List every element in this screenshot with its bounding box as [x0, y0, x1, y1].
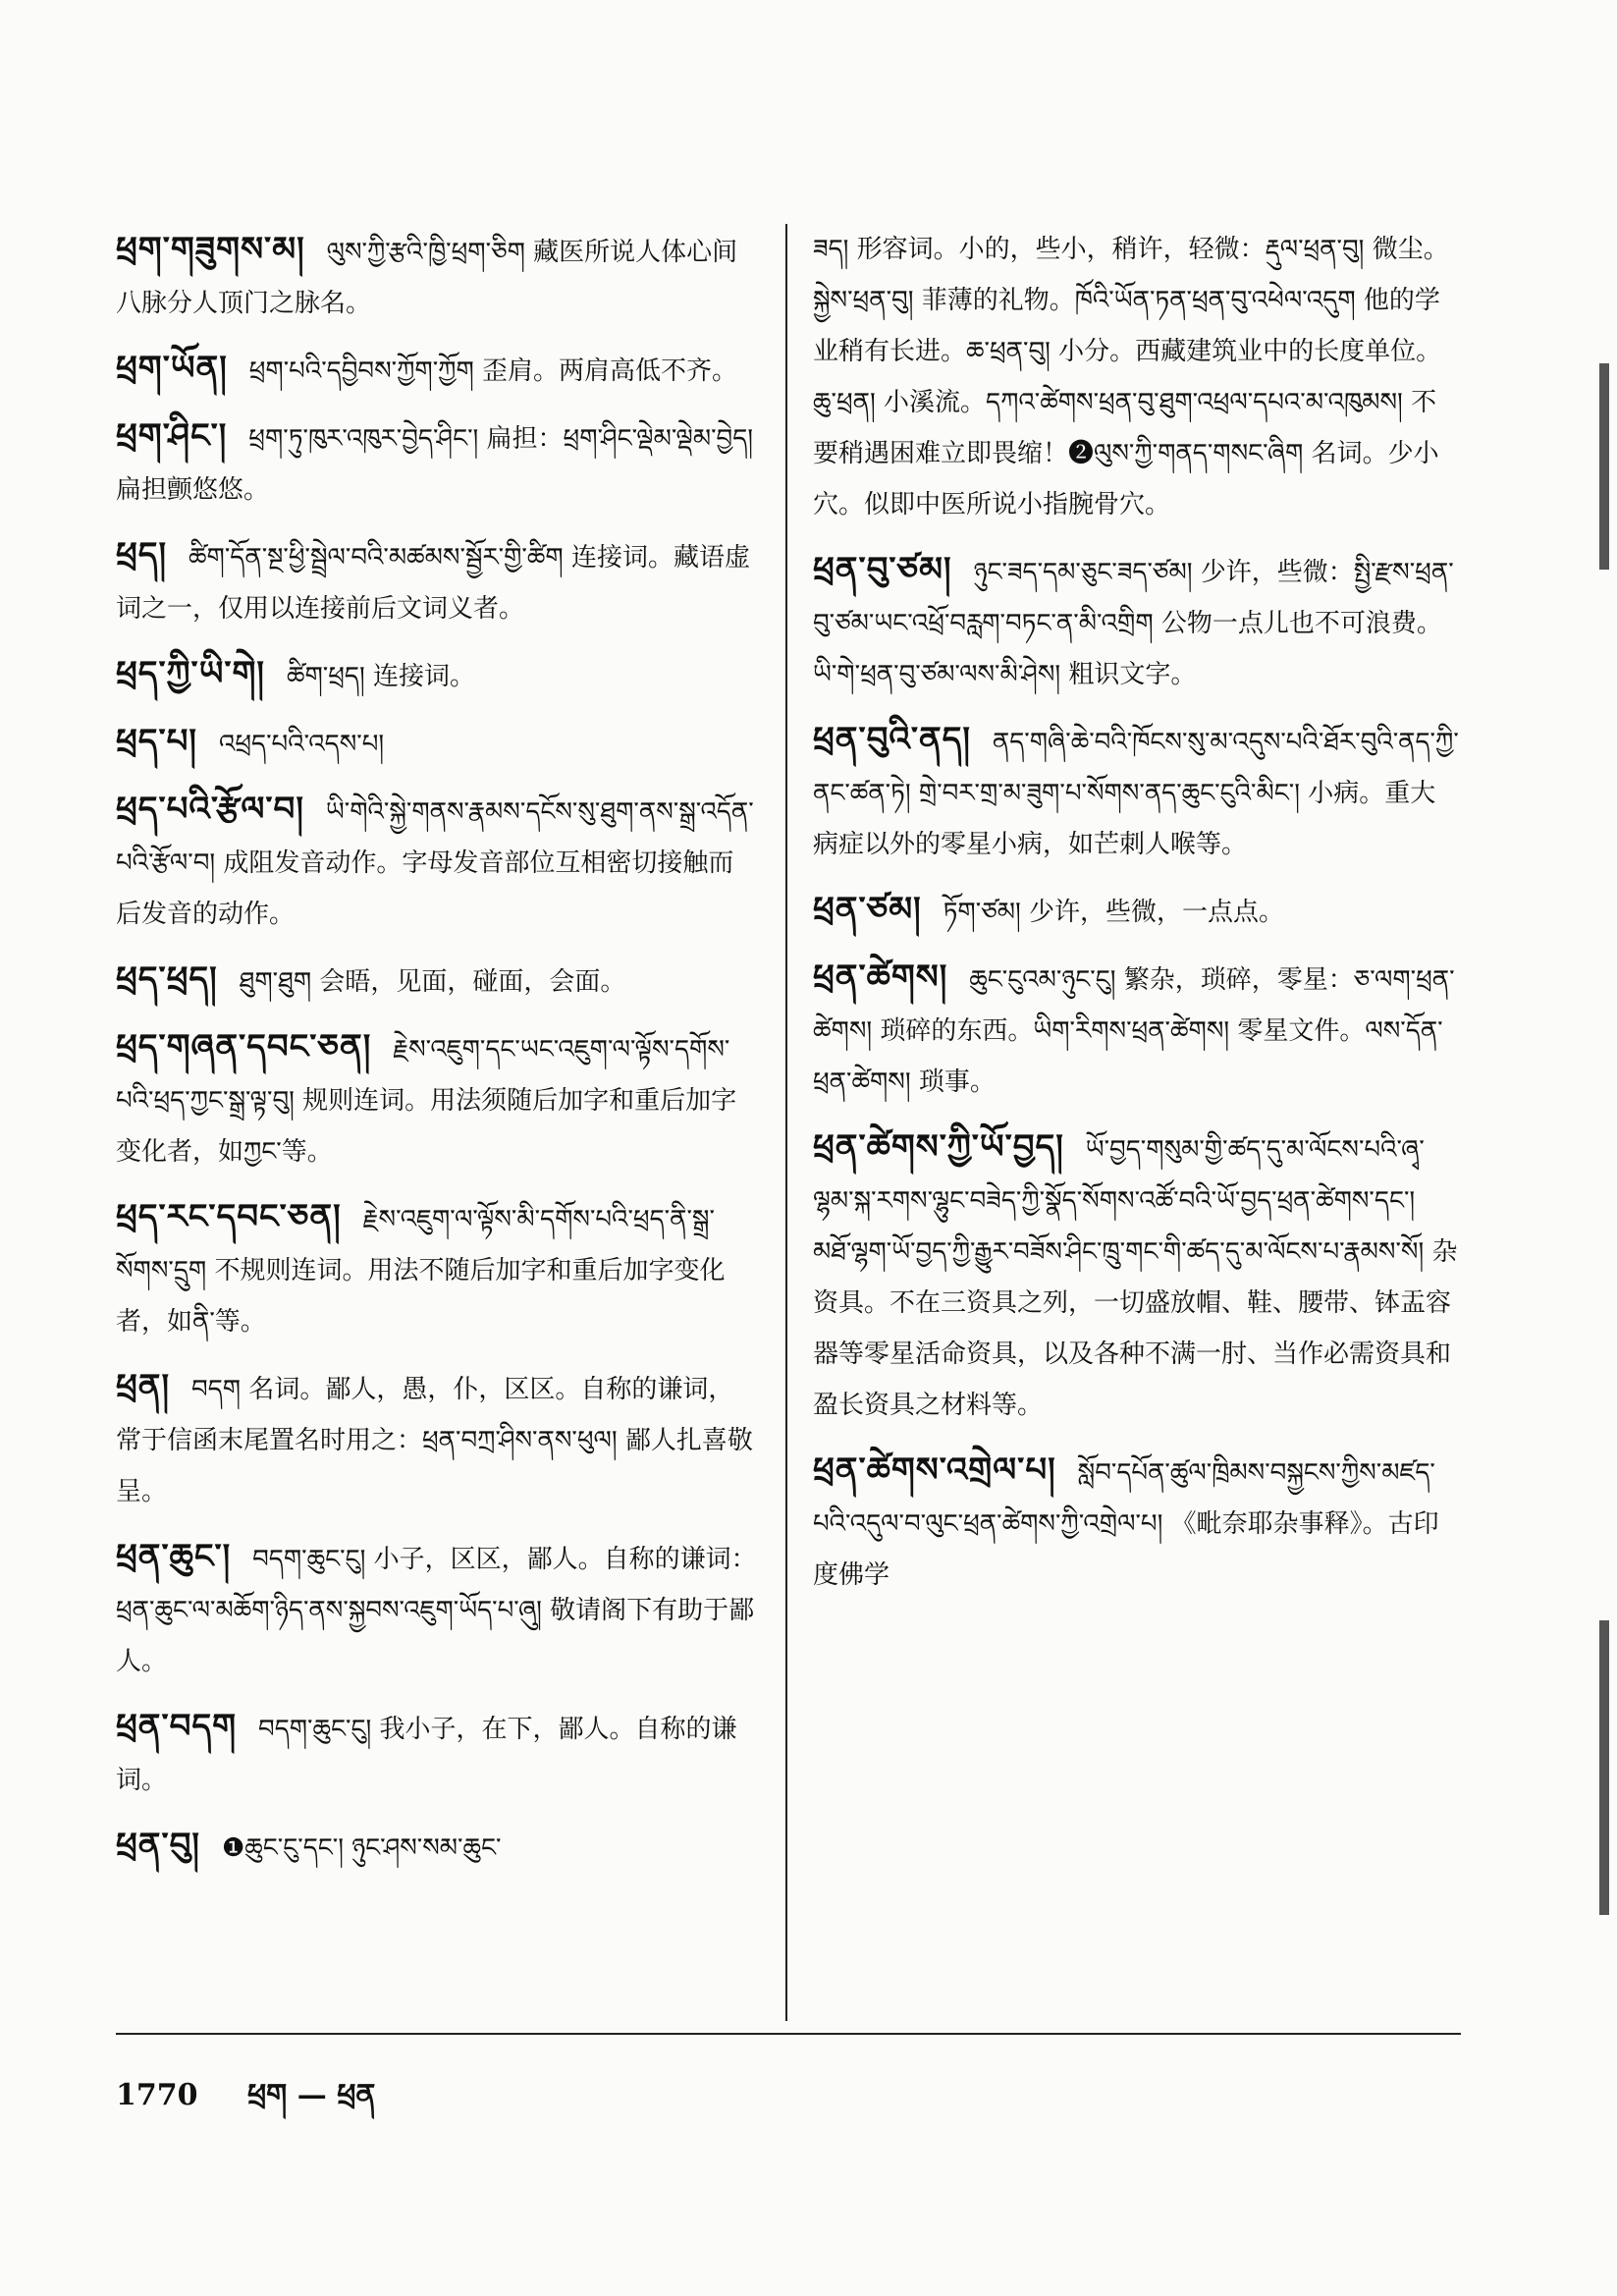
dictionary-entry: [116, 1191, 759, 1347]
entry-headword: ཕྲད་ཀྱི་ཡི་གེ།: [116, 654, 265, 693]
dictionary-entry: [116, 1021, 759, 1177]
entry-definition: ❶ཆུང་ངུ་དང་། ཉུང་ཤས་སམ་ཆུང་: [221, 1833, 502, 1863]
entry-headword: ཕྲན་ཚེགས་འགྲེལ་པ།: [813, 1450, 1056, 1490]
entry-headword: ཕྲན་བདག: [116, 1707, 238, 1746]
entry-headword: ཕྲན་བུ་ཙམ།: [813, 550, 952, 589]
dictionary-entry: [116, 1701, 759, 1806]
entry-headword: ཕྲད་གཞན་དབང་ཅན།: [116, 1027, 372, 1066]
dictionary-entry: [116, 1820, 759, 1874]
entry-headword: ཕྲད་ཕྲད།: [116, 959, 218, 999]
entry-definition: བདག་ཆུང་ངུ། 小子，区区，鄙人。自称的谦词：ཕྲན་ཆུང་ལ་མཆོག་ཉིད་ནས་སྐྱབས་འཇུག་ཡོད་པ་ཞུ། 敬请阁下有助于鄙人。: [116, 1545, 757, 1676]
entry-definition: བདག་ཆུང་ངུ། 我小子，在下，鄙人。自称的谦词。: [116, 1715, 737, 1795]
dictionary-entry: [813, 1121, 1461, 1431]
entry-headword: ཕྲན་ཚེགས་ཀྱི་ཡོ་བྱད།: [813, 1127, 1064, 1167]
entry-headword: ཕྲད་རང་དབང་ཅན།: [116, 1197, 342, 1236]
page-number: 1770: [116, 2078, 198, 2112]
entry-headword: ཕྲན་ཙམ།: [813, 890, 922, 929]
running-head: ཕྲག — ཕྲན: [246, 2078, 376, 2112]
dictionary-entry: [116, 954, 759, 1008]
entry-definition: ཚིག་ཕྲད། 连接词。: [286, 662, 476, 691]
entry-headword: ཕྲག་ཤིང་།: [116, 416, 228, 456]
entry-definition: ཐུག་ཐུག 会晤，见面，碰面，会面。: [239, 967, 626, 997]
dictionary-entry: [116, 716, 759, 770]
footer-rule: [116, 2033, 1461, 2035]
edge-mark: [1599, 363, 1609, 570]
dictionary-entry: [813, 224, 1461, 530]
dictionary-entry: [116, 1361, 759, 1517]
dictionary-entry: [813, 952, 1461, 1108]
entry-definition: ཉུང་ཟད་དམ་ཅུང་ཟད་ཙམ། 少许，些微：སྤྱི་རྫས་ཕྲན་བུ་ཙམ་ཡང་འཕྲོ་བརླག་བཏང་ན་མི་འགྲིག 公物一点儿也不可浪费。ཡི་གེ་ཕྲན་བུ་ཙམ་ལས་མི་ཤེས། 粗识文字。: [813, 558, 1454, 689]
entry-definition: ཡི་གེའི་སྐྱེ་གནས་རྣམས་དངོས་སུ་ཐུག་ནས་སྒྲ་འདོན་པའི་རྩོལ་བ། 成阻发音动作。字母发音部位互相密切接触而后发音的动作。: [116, 797, 754, 929]
left-column: [116, 224, 759, 1887]
entry-definition: ཟད། 形容词。小的，些小，稍许，轻微：རྡུལ་ཕྲན་བུ། 微尘。སྐྱེས་ཕྲན་བུ། 菲薄的礼物。ཁོའི་ཡོན་ཏན་ཕྲན་བུ་འཕེལ་འདུག 他的学业稍有长进。ཆ་ཕྲན་བུ། 小分。西藏建筑业中的长度单位。ཆུ་ཕྲན། 小溪流。དཀའ་ཚེགས་ཕྲན་བུ་ཐུག་འཕྲལ་དཔའ་མ་འཁུམས། 不要稍遇困难立即畏缩！❷ལུས་ཀྱི་གནད་གསང་ཞིག 名词。少小穴。似即中医所说小指腕骨穴。: [813, 235, 1449, 519]
dictionary-entry: [116, 529, 759, 634]
entry-definition: ཚིག་དོན་སྔ་ཕྱི་སྦྲེལ་བའི་མཚམས་སྦྱོར་གྱི་ཚིག 连接词。藏语虚词之一，仅用以连接前后文词义者。: [116, 543, 750, 624]
entry-headword: ཕྲག་ཡོན།: [116, 349, 228, 388]
right-column: [813, 224, 1461, 1614]
column-divider: [785, 224, 787, 2021]
entry-definition: བདག 名词。鄙人，愚，仆，区区。自称的谦词，常于信函末尾置名时用之：ཕྲན་བཀྲ་ཤིས་ནས་ཕུལ། 鄙人扎喜敬呈。: [116, 1375, 753, 1506]
dictionary-entry: [813, 884, 1461, 938]
entry-definition: ཆུང་ངུའམ་ཉུང་ངུ། 繁杂，琐碎，零星：ཅ་ལག་ཕྲན་ཚེགས། 琐碎的东西。ཡིག་རིགས་ཕྲན་ཚེགས། 零星文件。ལས་དོན་ཕྲན་ཚེགས། 琐事。: [813, 965, 1455, 1097]
entry-definition: ཕྲག་ཏུ་ཁུར་འཁུར་བྱེད་ཤིང་། 扁担：ཕྲག་ཤིང་ལྡེམ་ལྡེམ་བྱེད། 扁担颤悠悠。: [116, 424, 754, 505]
entry-headword: ཕྲད་པའི་རྩོལ་བ།: [116, 790, 304, 829]
dictionary-entry: [116, 648, 759, 702]
entry-definition: ཡོ་བྱད་གསུམ་གྱི་ཚད་དུ་མ་ལོངས་པའི་ཞྭ་ལྷམ་སྐ་རགས་ལྷུང་བཟེད་ཀྱི་སྣོད་སོགས་འཚོ་བའི་ཡོ་བྱད་ཕྲན་ཚེགས་དང་། མཐོ་ལྷག་ཡོ་བྱད་ཀྱི་རྒྱུར་བཟོས་ཤིང་ཁྲུ་གང་གི་ཚད་དུ་མ་ལོངས་པ་རྣམས་སོ། 杂资具。不在三资具之列，一切盛放帽、鞋、腰带、钵盂容器等零星活命资具，以及各种不满一肘、当作必需资具和盈长资具之材料等。: [813, 1135, 1458, 1420]
edge-mark: [1599, 1620, 1609, 1915]
entry-headword: ཕྲན།: [116, 1367, 171, 1406]
entry-headword: ཕྲན་བུའི་ནད།: [813, 720, 971, 759]
dictionary-entry: [116, 224, 759, 329]
entry-headword: ཕྲད།: [116, 535, 168, 574]
entry-definition: ལུས་ཀྱི་རྩའི་ཁྱི་ཕྲག་ཅིག 藏医所说人体心间八脉分人顶门之脉名。: [116, 238, 738, 318]
entry-headword: ཕྲན་ཚེགས།: [813, 957, 948, 997]
page-footer: [116, 2062, 375, 2145]
dictionary-entry: [116, 410, 759, 516]
entry-definition: ནད་གཞི་ཆེ་བའི་ཁོངས་སུ་མ་འདུས་པའི་ཐོར་བུའི་ནད་ཀྱི་ནང་ཚན་ཏེ། གྲེ་བར་གྲ་མ་ཟུག་པ་སོགས་ནད་ཆུང་ངུའི་མིང་། 小病。重大病症以外的零星小病，如芒刺人喉等。: [813, 728, 1459, 859]
entry-definition: ཏོག་ཙམ། 少许，些微，一点点。: [943, 898, 1285, 927]
entry-headword: ཕྲན་ཆུང་།: [116, 1537, 232, 1576]
dictionary-entry: [116, 784, 759, 940]
dictionary-entry: [813, 714, 1461, 870]
scan-edge-marks: [1588, 0, 1617, 2296]
entry-headword: ཕྲན་བུ།: [116, 1826, 200, 1865]
entry-definition: ཕྲག་པའི་དབྱིབས་ཀྱོག་ཀྱོག 歪肩。两肩高低不齐。: [248, 356, 738, 386]
dictionary-entry: [813, 544, 1461, 700]
entry-definition: འཕྲད་པའི་འདས་པ།: [218, 730, 385, 759]
entry-definition: རྗེས་འཇུག་ལ་ལྟོས་མི་དགོས་པའི་ཕྲད་ནི་སྒྲ་སོགས་དྲུག 不规则连词。用法不随后加字和重后加字变化者，如ནི་等。: [116, 1205, 726, 1337]
entry-definition: རྗེས་འཇུག་དང་ཡང་འཇུག་ལ་ལྟོས་དགོས་པའི་ཕྲད་ཀྱང་སྒྲ་ལྟ་བུ། 规则连词。用法须随后加字和重后加字变化者，如ཀྱང་等。: [116, 1035, 737, 1167]
dictionary-entry: [116, 343, 759, 397]
dictionary-entry: [116, 1531, 759, 1687]
entry-definition: སློབ་དཔོན་ཚུལ་ཁྲིམས་བསྐྱངས་ཀྱིས་མཛད་པའི་འདུལ་བ་ལུང་ཕྲན་ཚེགས་ཀྱི་འགྲེལ་པ། 《毗奈耶杂事释》。古印度佛学: [813, 1458, 1439, 1590]
dictionary-entry: [813, 1445, 1461, 1601]
entry-headword: ཕྲད་པ།: [116, 722, 197, 761]
entry-headword: ཕྲག་གཟུགས་མ།: [116, 230, 305, 269]
